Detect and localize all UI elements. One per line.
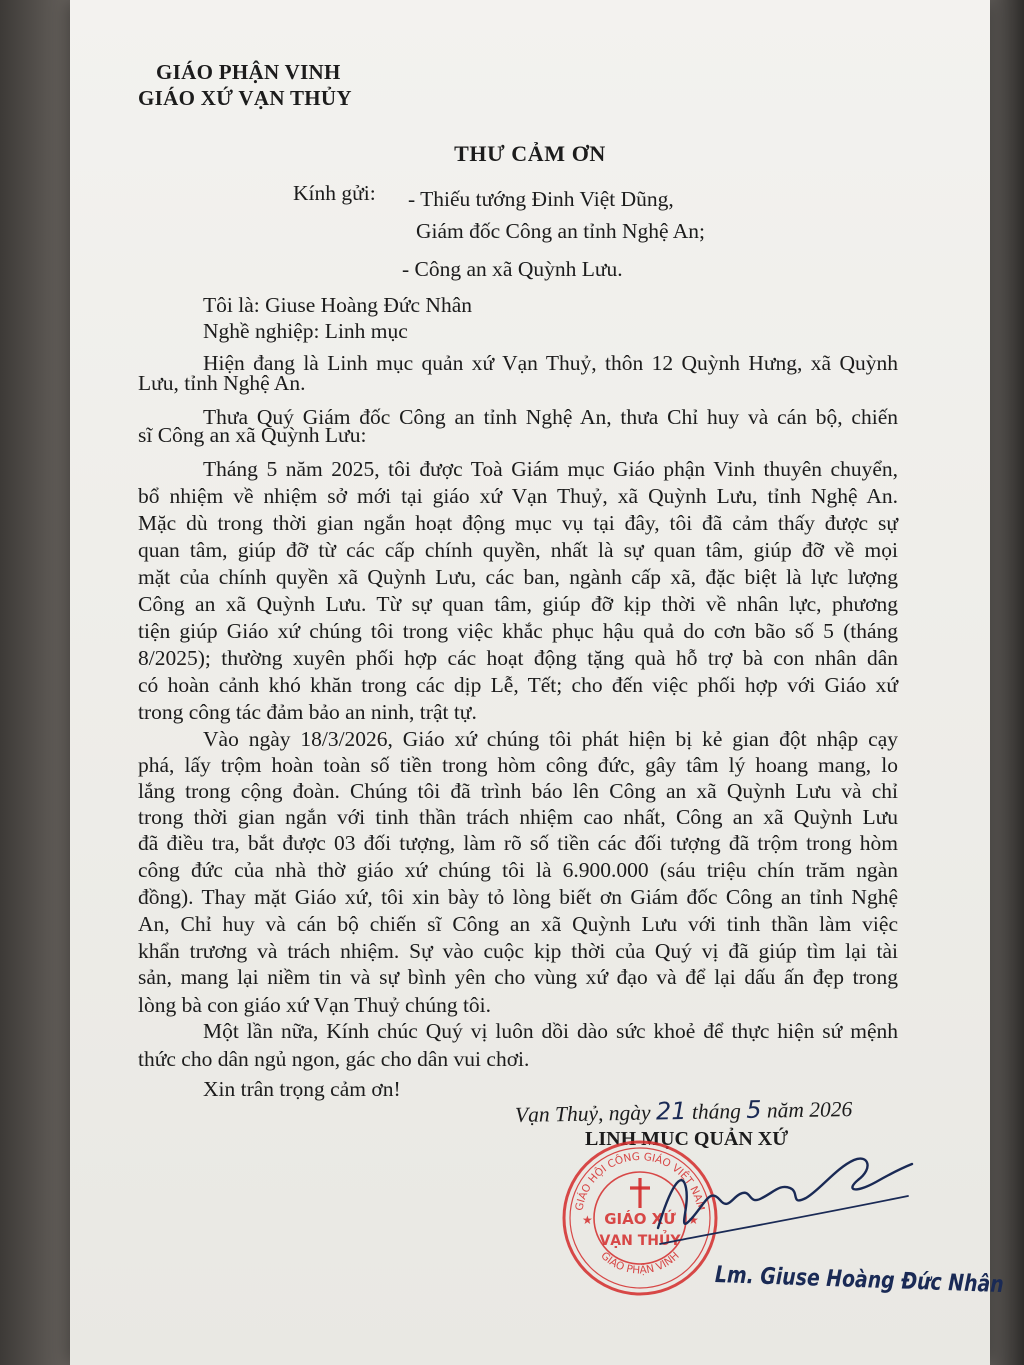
body-line: mặt của chính quyền xã Quỳnh Lưu, các ban, ngành cấp xã, đặc biệt là lực lượng [138,565,898,589]
body-line: Một lần nữa, Kính chúc Quý vị luôn dồi dào sức khoẻ để thực hiện sứ mệnh [203,1019,898,1043]
body-line: phá, lấy trộm hoàn toàn số tiền trong hòm công đức, gây tâm lý hoang mang, lo [138,753,898,777]
body-line: Xin trân trọng cảm ơn! [203,1077,401,1101]
signoff-month: 5 [745,1095,762,1124]
body-line: Công an xã Quỳnh Lưu. Từ sự quan tâm, giúp đỡ kịp thời về nhân lực, phương [138,592,898,616]
signoff-month-word: tháng [691,1099,742,1124]
header-diocese: GIÁO PHẬN VINH [156,60,341,84]
signoff-year: năm 2026 [766,1097,853,1123]
letter-page [70,0,1005,1365]
seal-center-line-1: GIÁO XỨ [604,1210,676,1228]
body-line: bổ nhiệm về nhiệm sở mới tại giáo xứ Vạn Thuỷ, xã Quỳnh Lưu, tỉnh Nghệ An. [138,484,898,508]
body-line: có hoàn cảnh khó khăn trong các dịp Lễ, Tết; cho đến việc phối hợp với Giáo xứ [138,673,898,697]
body-line: Tôi là: Giuse Hoàng Đức Nhân [203,293,472,317]
body-line: Thưa Quý Giám đốc Công an tỉnh Nghệ An, thưa Chỉ huy và cán bộ, chiến [203,405,898,429]
handwritten-signature [640,1148,920,1258]
body-line: đồng). Thay mặt Giáo xứ, tôi xin bày tỏ lòng biết ơn Giám đốc Công an tỉnh Nghệ [138,885,898,909]
body-line: quan tâm, giúp đỡ từ các cấp chính quyền, nhất là sự quan tâm, giúp đỡ về mọi [138,538,898,562]
signatory-name: Lm. Giuse Hoàng Đức Nhân [714,1262,1005,1299]
body-line: trong thời gian ngắn với tinh thần trách nhiệm cao nhất, Công an xã Quỳnh Lưu [138,805,898,829]
seal-star-icon: ★ [688,1213,699,1227]
seal-center-line-2: VẠN THỦY [599,1233,681,1249]
recipient-line-1: - Thiếu tướng Đinh Việt Dũng, [408,187,674,211]
body-line: đã điều tra, bắt được 03 đối tượng, làm rõ số tiền các đối tượng đã trộm trong hòm [138,831,898,855]
letter-title: THƯ CẢM ƠN [454,141,606,166]
body-line: thức cho dân ngủ ngon, gác cho dân vui chơi. [138,1047,530,1071]
body-line: trong công tác đảm bảo an ninh, trật tự. [138,700,477,724]
signoff-day: 21 [655,1096,687,1126]
body-line: Lưu, tỉnh Nghệ An. [138,371,306,395]
body-line: lòng bà con giáo xứ Vạn Thuỷ chúng tôi. [138,993,492,1017]
recipients-label: Kính gửi: [293,181,376,205]
body-line: Vào ngày 18/3/2026, Giáo xứ chúng tôi phát hiện bị kẻ gian đột nhập cạy [203,727,898,751]
body-line: sản, mang lại niềm tin và sự bình yên cho vùng xứ đạo và để lại dấu ấn đẹp trong [138,965,898,989]
recipient-line-3: - Công an xã Quỳnh Lưu. [402,257,623,281]
body-line: lắng trong cộng đoàn. Chúng tôi đã trình báo lên Công an xã Quỳnh Lưu và chỉ [138,779,898,803]
body-line: An, Chỉ huy và cán bộ chiến sĩ Công an xã Quỳnh Lưu với tinh thần làm việc [138,912,898,936]
seal-star-icon: ★ [582,1213,593,1227]
recipient-line-2: Giám đốc Công an tỉnh Nghệ An; [416,219,706,243]
body-line: Tháng 5 năm 2025, tôi được Toà Giám mục Giáo phận Vinh thuyên chuyển, [203,457,898,481]
body-line: tiện giúp Giáo xứ chúng tôi trong việc khắc phục hậu quả do cơn bão số 5 (tháng [138,619,898,643]
signoff-date [515,1095,853,1128]
background-left [0,0,80,1365]
body-line: công đức của nhà thờ giáo xứ chúng tôi là 6.900.000 (sáu triệu chín trăm ngàn [138,858,898,882]
body-line: Hiện đang là Linh mục quản xứ Vạn Thuỷ, thôn 12 Quỳnh Hưng, xã Quỳnh [203,351,898,375]
body-line: khẩn trương và trách nhiệm. Sự vào cuộc kịp thời của Quý vị đã giúp tìm lại tài [138,939,898,963]
signoff-role: LINH MỤC QUẢN XỨ [585,1128,789,1150]
body-line: Nghề nghiệp: Linh mục [203,319,408,343]
body-line: Mặc dù trong thời gian ngắn hoạt động mục vụ tại đây, tôi đã cảm thấy được sự [138,511,898,535]
header-parish: GIÁO XỨ VẠN THỦY [138,86,352,110]
body-line: sĩ Công an xã Quỳnh Lưu: [138,423,367,447]
body-line: 8/2025); thường xuyên phối hợp các hoạt động tặng quà hỗ trợ bà con nhân dân [138,646,898,670]
seal-bottom-text: GIÁO PHẬN VINH [598,1249,682,1277]
signoff-place: Vạn Thuỷ, ngày [514,1100,651,1127]
seal-ring-text: GIÁO HỘI CÔNG GIÁO VIỆT NAM [573,1150,707,1212]
